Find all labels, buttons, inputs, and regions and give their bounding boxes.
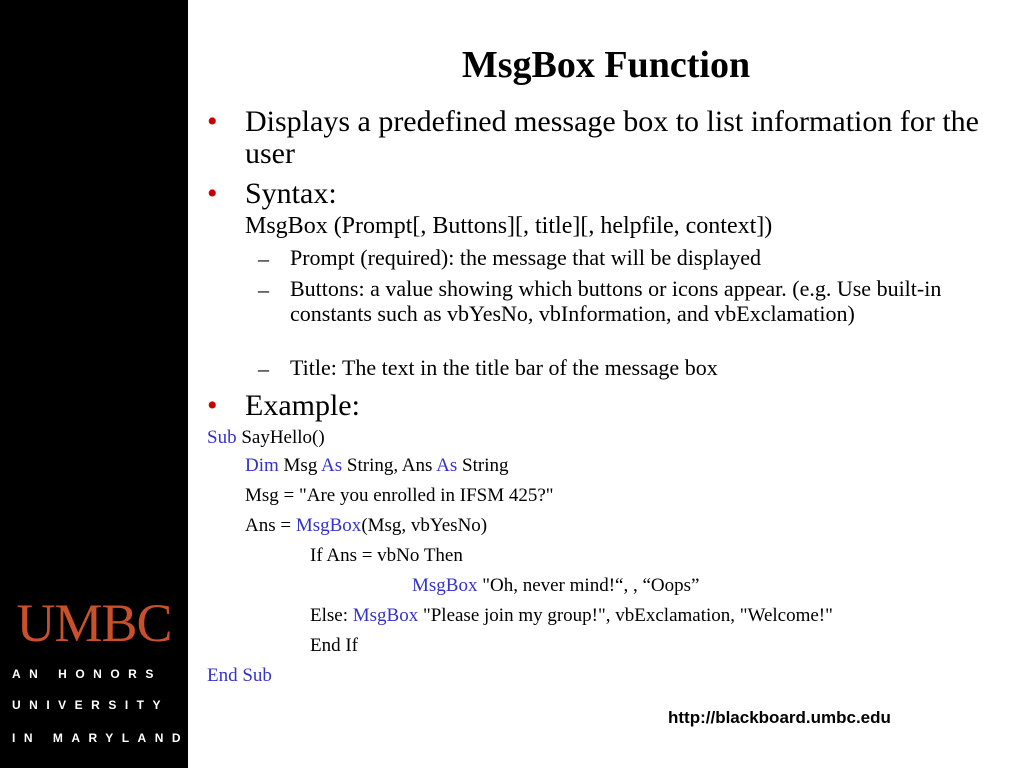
code-text: "Please join my group!", vbExclamation, "Welcome!" [418,605,833,626]
bullet-text-description: Displays a predefined message box to list information for the user [245,105,979,170]
tagline-line-1: AN HONORS [12,667,162,681]
code-line-8: End If [310,635,359,656]
code-keyword: MsgBox [295,515,362,536]
code-text: String [457,455,509,476]
code-line-2 [245,455,508,477]
tagline-line-3: IN MARYLAND [12,731,190,745]
code-text: Msg [278,455,322,476]
code-keyword: Sub [207,427,237,448]
code-keyword: MsgBox [412,575,478,596]
bullet-marker: • [207,105,218,138]
code-text: SayHello() [236,427,325,448]
code-keyword: As [436,455,458,476]
code-line-3: Msg = "Are you enrolled in IFSM 425?" [245,485,554,506]
sidebar-panel [0,0,188,768]
bullet-marker: • [207,177,218,210]
code-keyword: As [321,455,343,476]
code-line-9 [207,665,272,687]
code-keyword: MsgBox [352,605,419,626]
umbc-logo: UMBC [16,593,172,653]
bullet-text-syntax: Syntax: [245,177,337,210]
code-line-5: If Ans = vbNo Then [310,545,463,566]
slide-title: MsgBox Function [461,44,751,86]
code-keyword: End Sub [207,665,272,686]
dash-marker: – [258,246,269,271]
sub-item-prompt: Prompt (required): the message that will be displayed [290,245,762,270]
bullet-syntax [245,178,1005,242]
bullet-marker: • [207,389,218,422]
code-text: String, Ans [342,455,437,476]
code-text: Ans = [245,515,296,536]
dash-marker: – [258,356,269,381]
syntax-signature: MsgBox (Prompt[, Buttons][, title][, helpfile, context]) [245,213,773,239]
code-text: "Oh, never mind!“, , “Oops” [477,575,700,596]
sub-item-title: Title: The text in the title bar of the message box [290,355,718,380]
code-line-7 [310,605,833,627]
code-line-1 [207,427,325,449]
code-text: (Msg, vbYesNo) [361,515,488,536]
code-keyword: Dim [245,455,279,476]
sub-item-buttons: Buttons: a value showing which buttons or icons appear. (e.g. Use built-in constants such as vbYesNo, vbInformation, and vbExclamation) [290,276,942,326]
tagline-line-2: UNIVERSITY [12,698,170,712]
footer-url: http://blackboard.umbc.edu [668,708,891,727]
bullet-text-example: Example: [245,389,360,422]
code-line-6 [412,575,699,597]
code-line-4 [245,515,487,537]
dash-marker: – [258,277,269,302]
code-text: Else: [310,605,353,626]
